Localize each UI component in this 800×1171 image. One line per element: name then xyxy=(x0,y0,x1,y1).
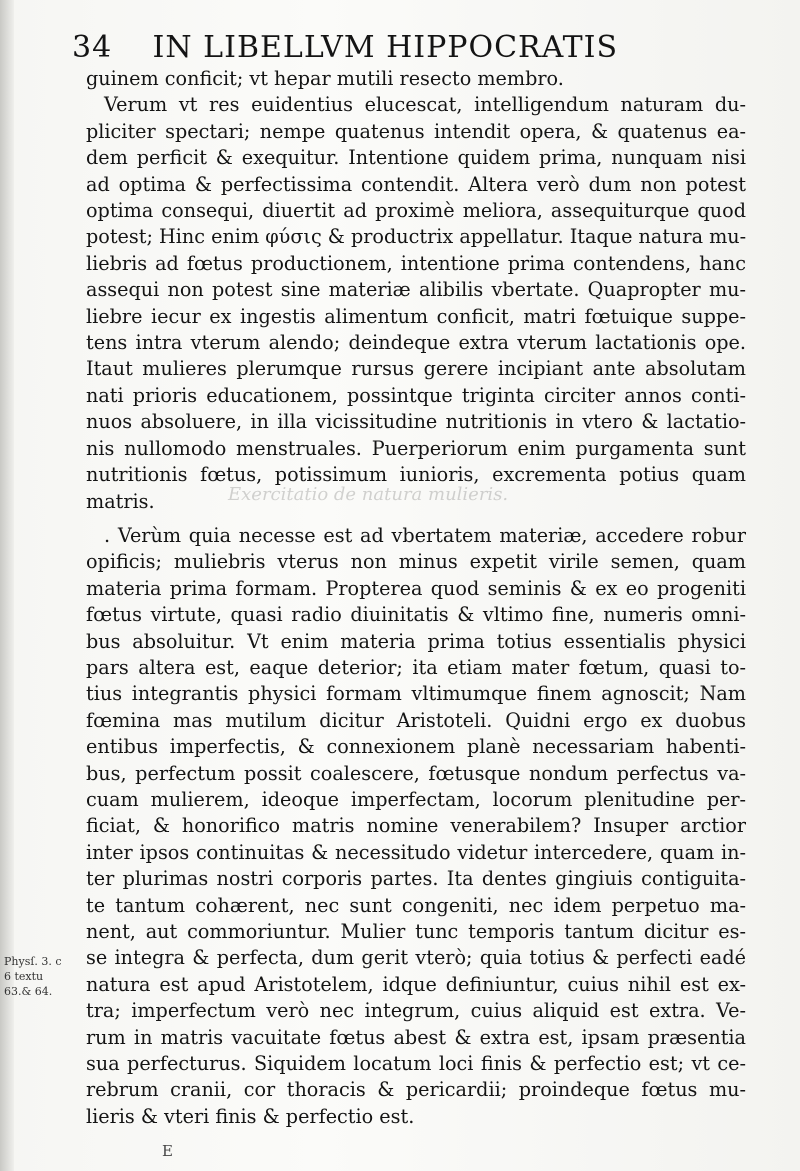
text-line: optima consequi, diuertit ad proximè meliora, assequiturque quod xyxy=(86,199,746,223)
text-line: nutritionis fœtus, potissimum iunioris, excrementa potius quam xyxy=(86,463,746,487)
text-line: nati prioris educationem, possintque triginta circiter annos conti- xyxy=(86,383,746,407)
text-line: rebrum cranii, cor thoracis & pericardii; proindeque fœtus mu- xyxy=(86,1078,746,1102)
text-line: pliciter spectari; nempe quatenus intendit opera, & quatenus ea- xyxy=(86,119,746,143)
text-line: nis nullomodo menstruales. Puerperiorum enim purgamenta sunt xyxy=(86,436,746,460)
text-line: entibus imperfectis, & connexionem planè necessariam habenti- xyxy=(86,735,746,759)
text-line: fœtus virtute, quasi radio diuinitatis & vltimo fine, numeris omni- xyxy=(86,603,746,627)
text-line: opificis; muliebris vterus non minus expetit virile semen, quam xyxy=(86,550,746,574)
text-line: ad optima & perfectissima contendit. Altera verò dum non potest xyxy=(86,172,746,196)
page-number: 34 xyxy=(72,30,113,65)
text-line: inter ipsos continuitas & necessitudo videtur intercedere, quam in- xyxy=(86,840,746,864)
text-line: tius integrantis physici formam vltimumque finem agnoscit; Nam xyxy=(86,682,746,706)
text-line: Itaut mulieres plerumque rursus gerere incipiant ante absolutam xyxy=(86,357,746,381)
text-line: nent, aut commoriuntur. Mulier tunc temporis tantum dicitur es- xyxy=(86,920,746,943)
text-line: materia prima formam. Propterea quod seminis & ex eo progeniti xyxy=(86,576,746,600)
text-line: te tantum cohærent, nec sunt congeniti, nec idem perpetuo ma- xyxy=(86,893,746,917)
margin-note-line: Physſ. 3. c xyxy=(4,955,62,968)
text-line: se integra & perfecta, dum gerit vterò; quia totius & perfecti eadé xyxy=(86,946,746,970)
text-line: natura est apud Aristotelem, idque definiuntur, cuius nihil est ex- xyxy=(86,972,746,996)
text-line: . Verùm quia necesse est ad vbertatem materiæ, accedere robur xyxy=(104,523,746,547)
margin-note-line: 63.& 64. xyxy=(4,985,53,998)
text-line: nuos absoluere, in illa vicissitudine nutritionis in vtero & lactatio- xyxy=(86,410,746,434)
text-line: rum in matris vacuitate fœtus abest & extra est, ipsam præsentia xyxy=(86,1025,746,1049)
text-line: cuam mulierem, ideoque imperfectam, locorum plenitudine per- xyxy=(86,787,746,811)
running-title: IN LIBELLVM HIPPOCRATIS xyxy=(152,30,619,65)
text-line: liebris ad fœtus productionem, intentione prima contendens, hanc xyxy=(86,251,746,275)
page-body-text xyxy=(86,66,746,1130)
text-line: ter plurimas nostri corporis partes. Ita dentes gingiuis contiguita- xyxy=(86,867,746,891)
text-line: sua perfecturus. Siquidem locatum loci finis & perfectio est; vt ce- xyxy=(86,1052,746,1076)
text-line: ficiat, & honorifico matris nomine venerabilem? Insuper arctior xyxy=(86,814,746,838)
text-line: potest; Hinc enim φύσις & productrix appellatur. Itaque natura mu- xyxy=(86,225,746,249)
text-line: guinem conficit; vt hepar mutili resecto membro. xyxy=(86,67,564,90)
text-line: tra; imperfectum verò nec integrum, cuius aliquid est extra. Ve- xyxy=(86,999,746,1023)
text-line: lieris & vteri finis & perfectio est. xyxy=(86,1104,415,1128)
text-line: liebre iecur ex ingestis alimentum conficit, matri fœtuique suppe- xyxy=(86,304,746,328)
text-line: dem perficit & exequitur. Intentione quidem prima, nunquam nisi xyxy=(86,146,746,170)
signature-mark: E xyxy=(162,1142,173,1160)
margin-note-line: 6 textu xyxy=(4,970,44,983)
text-line: tens intra vterum alendo; deindeque extra vterum lactationis ope. xyxy=(86,331,746,355)
bleed-through-text: Exercitatio de natura mulieris. xyxy=(228,484,509,505)
text-line: assequi non potest sine materiæ alibilis vbertate. Quapropter mu- xyxy=(86,278,746,302)
margin-note xyxy=(4,954,64,999)
text-line: bus, perfectum possit coalescere, fœtusque nondum perfectus va- xyxy=(86,761,746,785)
text-line: matris. xyxy=(86,489,155,513)
paragraph-gap xyxy=(86,515,746,523)
text-line: pars altera est, eaque deterior; ita etiam mater fœtum, quasi to- xyxy=(86,655,746,679)
text-line: bus absoluitur. Vt enim materia prima totius essentialis physici xyxy=(86,629,746,653)
text-line: Verum vt res euidentius elucescat, intelligendum naturam du- xyxy=(104,93,746,117)
page-header xyxy=(72,28,752,68)
text-line: fœmina mas mutilum dicitur Aristoteli. Quidni ergo ex duobus xyxy=(86,708,746,732)
